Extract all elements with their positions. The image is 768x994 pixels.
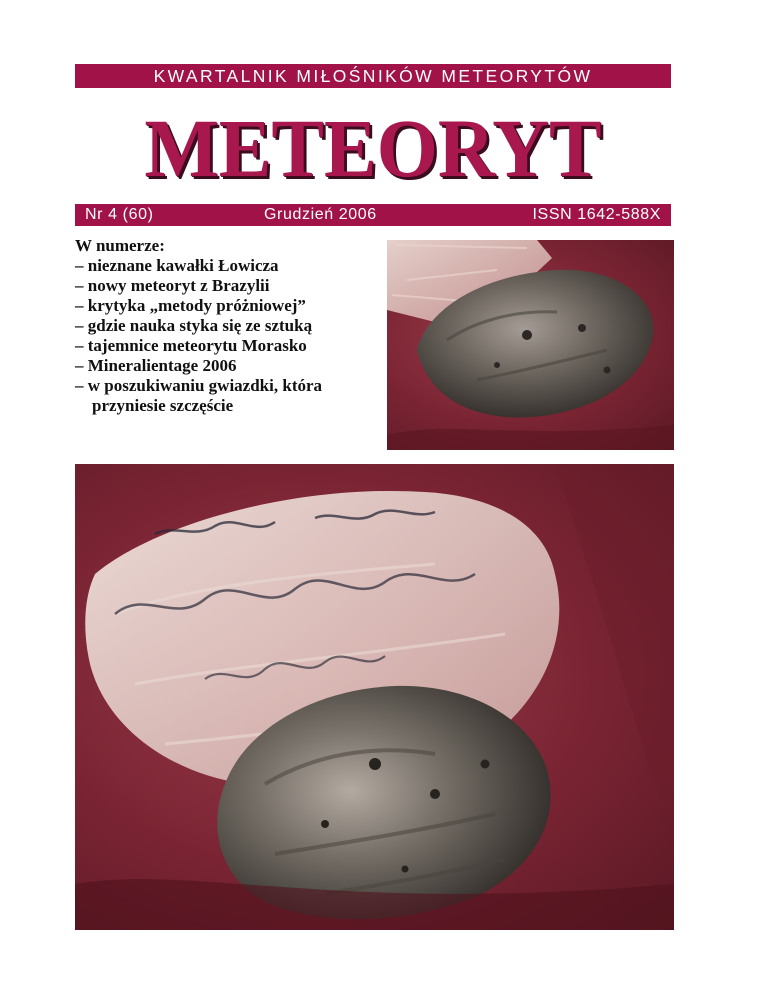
meteorite-photo-large: [75, 464, 674, 930]
contents-item: – nieznane kawałki Łowicza: [75, 256, 279, 275]
meteorite-photo-small: [387, 240, 674, 450]
issn-number: ISSN 1642-588X: [532, 206, 661, 223]
issue-info-bar: [75, 204, 671, 226]
series-title-bar: [75, 64, 671, 88]
contents-list: [75, 236, 383, 416]
contents-items: [75, 256, 383, 416]
contents-item: – nowy meteoryt z Brazylii: [75, 276, 270, 295]
contents-item: – gdzie nauka styka się ze sztuką: [75, 316, 313, 335]
contents-item: – w poszukiwaniu gwiazdki, która przyniesie szczęście: [75, 376, 323, 415]
contents-heading: W numerze:: [75, 236, 165, 255]
contents-item: – tajemnice meteorytu Morasko: [75, 336, 307, 355]
meteorite-small-illustration: [387, 240, 674, 450]
issue-date: Grudzień 2006: [264, 206, 377, 223]
masthead-title: METEORYT: [144, 102, 602, 194]
contents-item: – krytyka „metody próżniowej”: [75, 296, 306, 315]
issue-number: Nr 4 (60): [85, 206, 154, 223]
meteorite-large-illustration: [75, 464, 674, 930]
contents-item: – Mineralientage 2006: [75, 356, 237, 375]
series-title: KWARTALNIK MIŁOŚNIKÓW METEORYTÓW: [153, 66, 593, 86]
